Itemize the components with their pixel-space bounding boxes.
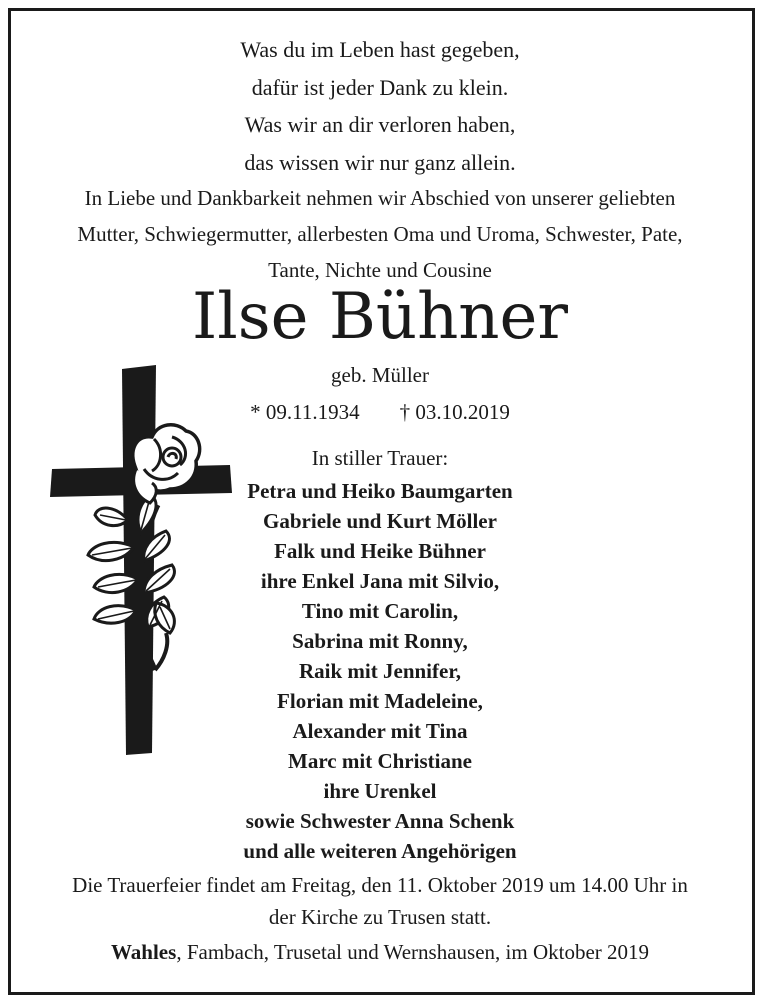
place-and-date [0, 937, 760, 967]
mourner-line: Falk und Heike Bühner [274, 539, 486, 563]
poem-line: Was du im Leben hast gegeben, [240, 37, 520, 62]
mourning-heading: In stiller Trauer: [311, 446, 449, 470]
mourner-line: Petra und Heiko Baumgarten [247, 479, 513, 503]
maiden-name: geb. Müller [331, 363, 429, 387]
service-line: Die Trauerfeier findet am Freitag, den 11. Oktober 2019 um 14.00 Uhr in [72, 873, 688, 897]
deceased-name: Ilse Bühner [192, 280, 568, 354]
intro-line: In Liebe und Dankbarkeit nehmen wir Abschied von unserer geliebten [84, 186, 676, 210]
service-info [0, 869, 760, 933]
mourner-line: ihre Urenkel [323, 779, 437, 803]
intro-text [0, 180, 760, 288]
mourner-line: sowie Schwester Anna Schenk [245, 809, 515, 833]
mourner-line: Gabriele und Kurt Möller [263, 509, 497, 533]
death-date: † 03.10.2019 [399, 400, 510, 424]
mourner-line: Raik mit Jennifer, [299, 659, 461, 683]
intro-line: Tante, Nichte und Cousine [268, 258, 492, 282]
birth-date: * 09.11.1934 [250, 400, 360, 424]
poem [0, 31, 760, 181]
mourner-line: Tino mit Carolin, [301, 599, 459, 623]
intro-line: Mutter, Schwiegermutter, allerbesten Oma und Uroma, Schwester, Pate, [77, 222, 683, 246]
poem-line: Was wir an dir verloren haben, [244, 112, 516, 137]
poem-line: dafür ist jeder Dank zu klein. [251, 74, 509, 100]
mourner-line: ihre Enkel Jana mit Silvio, [260, 569, 500, 593]
mourner-line: Alexander mit Tina [292, 719, 468, 743]
mourner-line: Marc mit Christiane [288, 749, 472, 773]
mourner-line: Florian mit Madeleine, [277, 689, 483, 713]
mourner-line: und alle weiteren Angehörigen [243, 839, 517, 863]
mourner-line: Sabrina mit Ronny, [292, 629, 468, 653]
place-town: Wahles [110, 940, 177, 964]
cross-with-rose-icon [40, 365, 240, 760]
service-line: der Kirche zu Trusen statt. [268, 905, 492, 929]
poem-line: das wissen wir nur ganz allein. [244, 149, 516, 175]
place-rest: , Fambach, Trusetal und Wernshausen, im Oktober 2019 [176, 940, 650, 964]
